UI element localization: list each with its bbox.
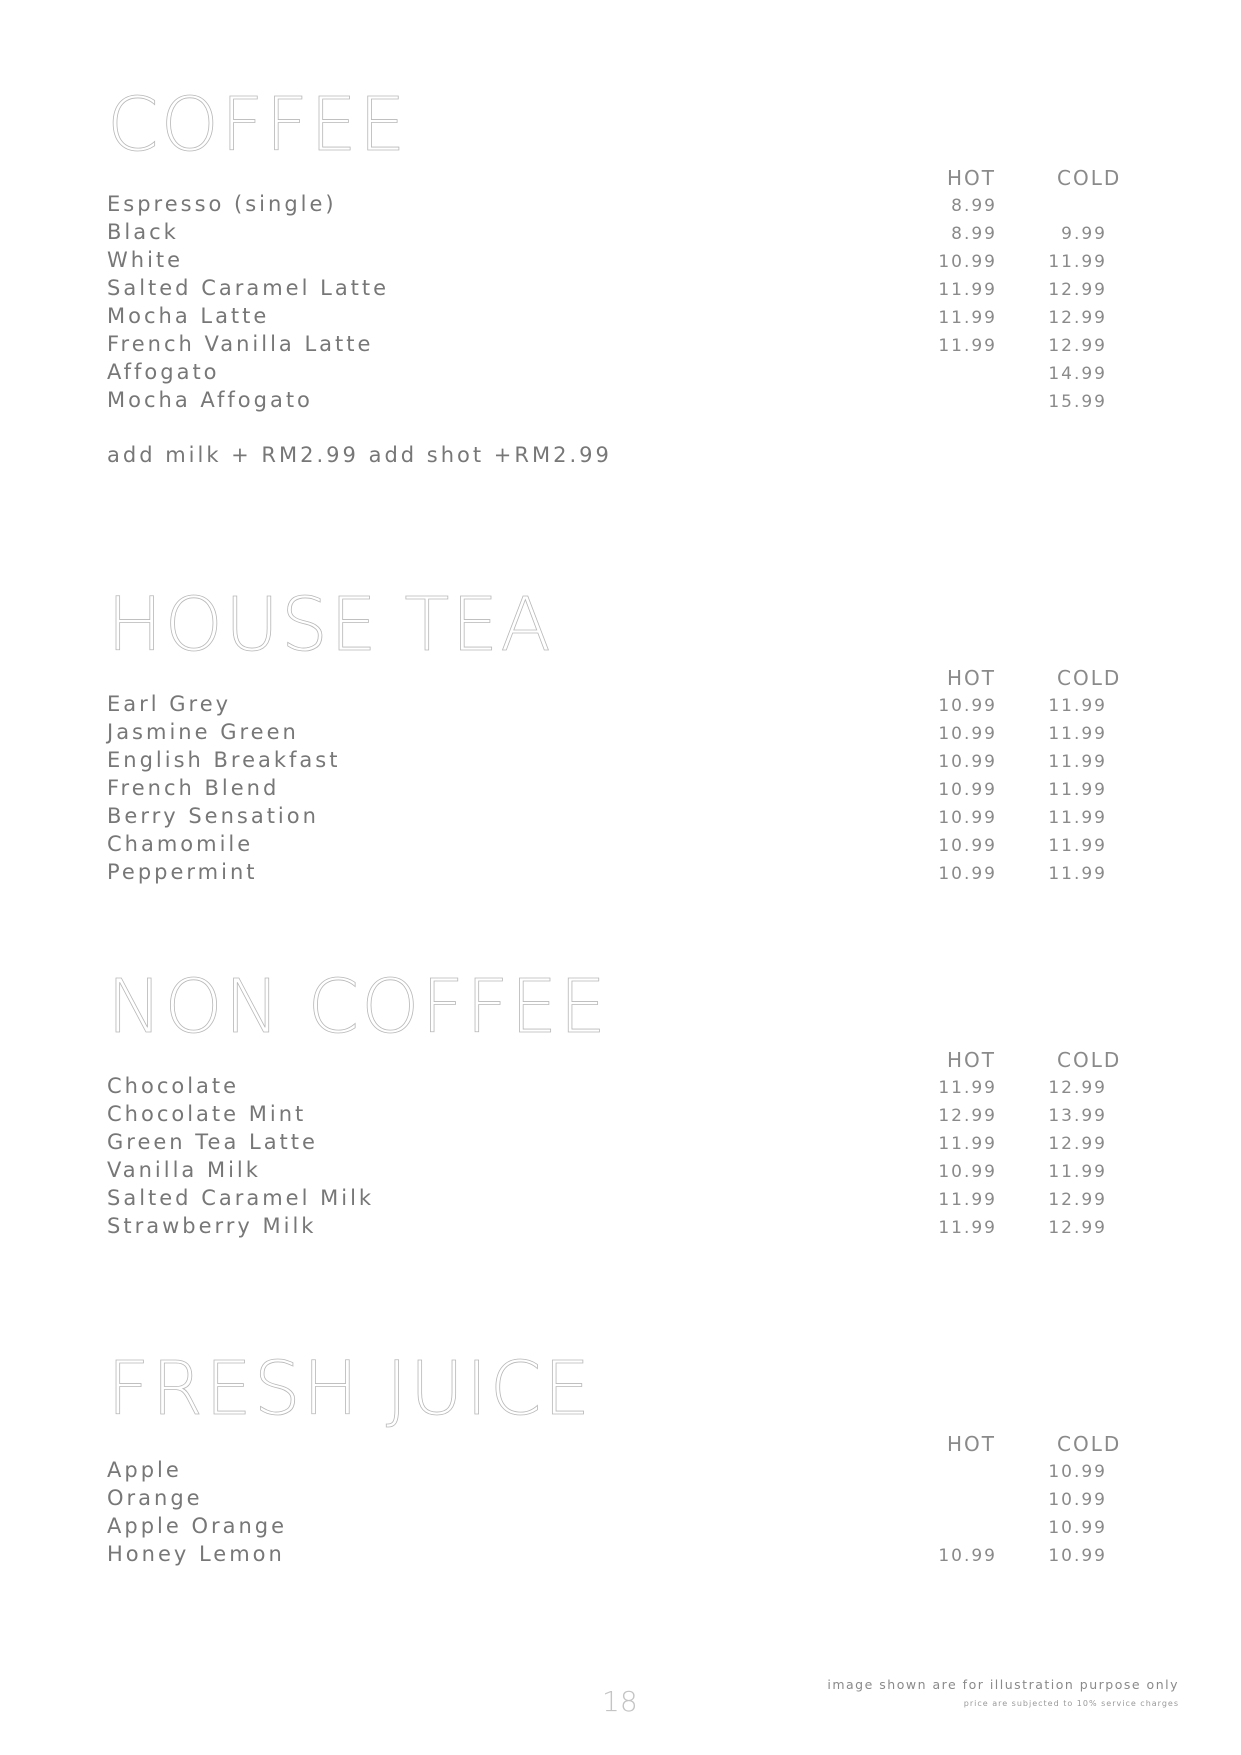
item-name: Salted Caramel Milk — [107, 1186, 375, 1210]
section-coffee — [107, 82, 1137, 467]
menu-item — [107, 1512, 1137, 1540]
item-name: Berry Sensation — [107, 804, 319, 828]
item-price-cold: 12.99 — [1048, 280, 1107, 300]
item-price-cold: 12.99 — [1048, 308, 1107, 328]
section-title: NON COFFEE — [107, 964, 609, 1050]
column-header-hot: HOT — [947, 666, 996, 690]
menu-item — [107, 246, 1137, 274]
item-price-hot: 10.99 — [938, 1162, 997, 1182]
menu-item — [107, 218, 1137, 246]
item-price-hot: 10.99 — [938, 780, 997, 800]
item-price-cold: 14.99 — [1048, 364, 1107, 384]
item-price-cold: 11.99 — [1048, 780, 1107, 800]
section-fresh-juice — [107, 1346, 1137, 1566]
menu-item — [107, 274, 1137, 302]
item-name: Peppermint — [107, 860, 258, 884]
item-price-hot: 8.99 — [951, 196, 997, 216]
item-name: Honey Lemon — [107, 1542, 285, 1566]
item-price-cold: 11.99 — [1048, 696, 1107, 716]
menu-item — [107, 690, 1137, 718]
item-name: White — [107, 248, 184, 272]
add-on-note: add milk + RM2.99 add shot +RM2.99 — [107, 443, 612, 467]
menu-item — [107, 774, 1137, 802]
item-price-hot: 10.99 — [938, 696, 997, 716]
column-header-cold: COLD — [1057, 666, 1122, 690]
item-name: Chocolate — [107, 1074, 240, 1098]
item-name: Mocha Affogato — [107, 388, 313, 412]
item-price-hot: 11.99 — [938, 1190, 997, 1210]
column-header-cold: COLD — [1057, 1048, 1122, 1072]
menu-item — [107, 1128, 1137, 1156]
item-price-cold: 12.99 — [1048, 1218, 1107, 1238]
menu-item — [107, 386, 1137, 414]
item-price-cold: 11.99 — [1048, 724, 1107, 744]
item-price-hot: 10.99 — [938, 864, 997, 884]
item-price-cold: 10.99 — [1048, 1490, 1107, 1510]
menu-item — [107, 746, 1137, 774]
menu-item — [107, 358, 1137, 386]
column-header-cold: COLD — [1057, 166, 1122, 190]
item-name: Black — [107, 220, 179, 244]
item-name: Green Tea Latte — [107, 1130, 318, 1154]
item-price-hot: 10.99 — [938, 808, 997, 828]
item-price-cold: 10.99 — [1048, 1462, 1107, 1482]
item-price-cold: 13.99 — [1048, 1106, 1107, 1126]
column-header-hot: HOT — [947, 1432, 996, 1456]
menu-item — [107, 858, 1137, 886]
item-price-cold: 11.99 — [1048, 252, 1107, 272]
item-price-hot: 11.99 — [938, 336, 997, 356]
menu-item — [107, 1072, 1137, 1100]
section-title: FRESH JUICE — [107, 1346, 593, 1432]
menu-item — [107, 1184, 1137, 1212]
item-price-cold: 10.99 — [1048, 1546, 1107, 1566]
item-price-cold: 12.99 — [1048, 1190, 1107, 1210]
item-name: Apple Orange — [107, 1514, 288, 1538]
menu-item — [107, 1540, 1137, 1568]
menu-item — [107, 1484, 1137, 1512]
item-price-cold: 12.99 — [1048, 336, 1107, 356]
menu-item — [107, 1100, 1137, 1128]
item-price-hot: 8.99 — [951, 224, 997, 244]
section-title: HOUSE TEA — [107, 582, 553, 668]
menu-item — [107, 718, 1137, 746]
page-number: 18 — [602, 1685, 638, 1718]
menu-item — [107, 802, 1137, 830]
illustration-disclaimer: image shown are for illustration purpose only — [827, 1677, 1179, 1692]
item-name: Earl Grey — [107, 692, 232, 716]
item-price-cold: 11.99 — [1048, 752, 1107, 772]
item-name: Apple — [107, 1458, 182, 1482]
service-charge-note: price are subjected to 10% service charges — [963, 1699, 1179, 1708]
section-non-coffee — [107, 964, 1137, 1238]
item-price-hot: 11.99 — [938, 1134, 997, 1154]
item-name: Strawberry Milk — [107, 1214, 317, 1238]
item-name: French Blend — [107, 776, 280, 800]
item-price-cold: 9.99 — [1061, 224, 1107, 244]
item-price-hot: 11.99 — [938, 1078, 997, 1098]
item-price-hot: 10.99 — [938, 724, 997, 744]
item-price-cold: 11.99 — [1048, 864, 1107, 884]
item-price-hot: 10.99 — [938, 1546, 997, 1566]
menu-item — [107, 330, 1137, 358]
item-price-cold: 11.99 — [1048, 1162, 1107, 1182]
item-price-cold: 10.99 — [1048, 1518, 1107, 1538]
column-header-hot: HOT — [947, 1048, 996, 1072]
item-name: Chamomile — [107, 832, 254, 856]
column-header-cold: COLD — [1057, 1432, 1122, 1456]
item-name: Vanilla Milk — [107, 1158, 261, 1182]
item-price-hot: 12.99 — [938, 1106, 997, 1126]
item-price-hot: 11.99 — [938, 1218, 997, 1238]
menu-item — [107, 1212, 1137, 1240]
menu-item — [107, 302, 1137, 330]
menu-item — [107, 1456, 1137, 1484]
item-name: Chocolate Mint — [107, 1102, 307, 1126]
item-name: Jasmine Green — [107, 720, 299, 744]
menu-item — [107, 190, 1137, 218]
item-name: English Breakfast — [107, 748, 341, 772]
item-price-cold: 12.99 — [1048, 1134, 1107, 1154]
item-name: Espresso (single) — [107, 192, 337, 216]
item-price-cold: 11.99 — [1048, 808, 1107, 828]
item-name: French Vanilla Latte — [107, 332, 374, 356]
menu-item — [107, 830, 1137, 858]
section-title: COFFEE — [107, 82, 408, 168]
menu-item — [107, 1156, 1137, 1184]
item-name: Salted Caramel Latte — [107, 276, 390, 300]
item-price-cold: 15.99 — [1048, 392, 1107, 412]
item-price-cold: 11.99 — [1048, 836, 1107, 856]
item-price-hot: 11.99 — [938, 280, 997, 300]
section-house-tea — [107, 582, 1137, 884]
item-name: Mocha Latte — [107, 304, 270, 328]
item-name: Orange — [107, 1486, 203, 1510]
item-price-hot: 10.99 — [938, 252, 997, 272]
item-price-hot: 10.99 — [938, 836, 997, 856]
item-price-cold: 12.99 — [1048, 1078, 1107, 1098]
column-header-hot: HOT — [947, 166, 996, 190]
item-price-hot: 10.99 — [938, 752, 997, 772]
item-name: Affogato — [107, 360, 220, 384]
item-price-hot: 11.99 — [938, 308, 997, 328]
